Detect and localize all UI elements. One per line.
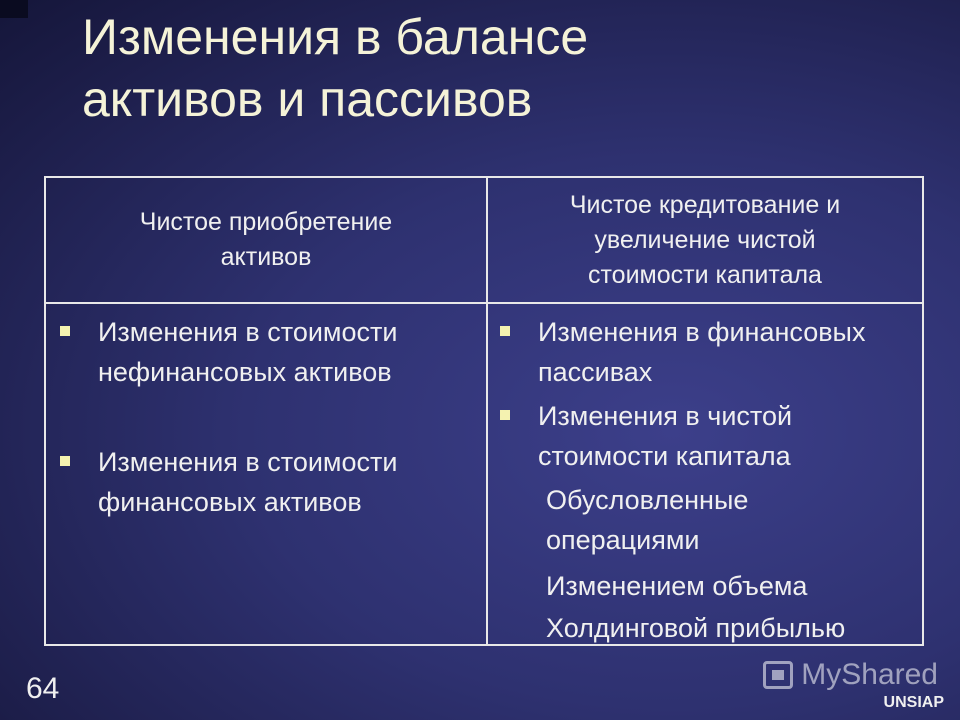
subitem-2-line-1: Изменением объема bbox=[546, 571, 808, 601]
header-right-line-3: стоимости капитала bbox=[588, 260, 822, 289]
header-left-line-1: Чистое приобретение bbox=[139, 208, 393, 236]
myshared-logo-icon bbox=[763, 661, 793, 689]
header-right-line-1: Чистое кредитование и bbox=[569, 190, 841, 219]
right-item-1-line-1: Изменения в финансовых bbox=[538, 317, 866, 347]
organization-label: UNSIAP bbox=[883, 694, 944, 711]
header-divider bbox=[46, 302, 922, 304]
left-item-2-line-2: финансовых активов bbox=[98, 487, 362, 517]
left-item-1-line-2: нефинансовых активов bbox=[98, 357, 392, 387]
corner-mark bbox=[0, 0, 28, 18]
left-bullet-item bbox=[60, 442, 397, 522]
right-bullet-item bbox=[500, 396, 792, 476]
watermark-text: MyShared bbox=[801, 658, 938, 691]
subitem-1-line-2: операциями bbox=[546, 525, 700, 555]
right-item-2-line-2: стоимости капитала bbox=[538, 441, 791, 471]
header-right-line-2: увеличение чистой bbox=[594, 225, 816, 254]
subitem-3-line-1: Холдинговой прибылью bbox=[546, 613, 846, 643]
header-net-lending bbox=[488, 178, 922, 302]
header-net-asset-acquisition bbox=[46, 178, 486, 302]
right-item-2-line-1: Изменения в чистой bbox=[538, 401, 793, 431]
left-bullet-item bbox=[60, 312, 397, 392]
bullet-square-icon bbox=[60, 326, 70, 336]
title-line-1: Изменения в балансе bbox=[82, 9, 589, 65]
bullet-square-icon bbox=[60, 456, 70, 466]
right-subitem bbox=[546, 480, 748, 560]
left-item-2-line-1: Изменения в стоимости bbox=[98, 447, 398, 477]
right-subitem bbox=[546, 566, 807, 606]
subitem-1-line-1: Обусловленные bbox=[546, 485, 749, 515]
header-left-line-2: активов bbox=[220, 243, 312, 271]
title-line-2: активов и пассивов bbox=[82, 71, 533, 127]
balance-table bbox=[44, 176, 924, 646]
right-subitem bbox=[546, 608, 845, 648]
bullet-square-icon bbox=[500, 326, 510, 336]
right-bullet-item bbox=[500, 312, 865, 392]
page-number: 64 bbox=[26, 672, 60, 705]
right-item-1-line-2: пассивах bbox=[538, 357, 653, 387]
left-item-1-line-1: Изменения в стоимости bbox=[98, 317, 398, 347]
myshared-watermark bbox=[763, 658, 938, 692]
slide-title bbox=[82, 6, 942, 130]
bullet-square-icon bbox=[500, 410, 510, 420]
